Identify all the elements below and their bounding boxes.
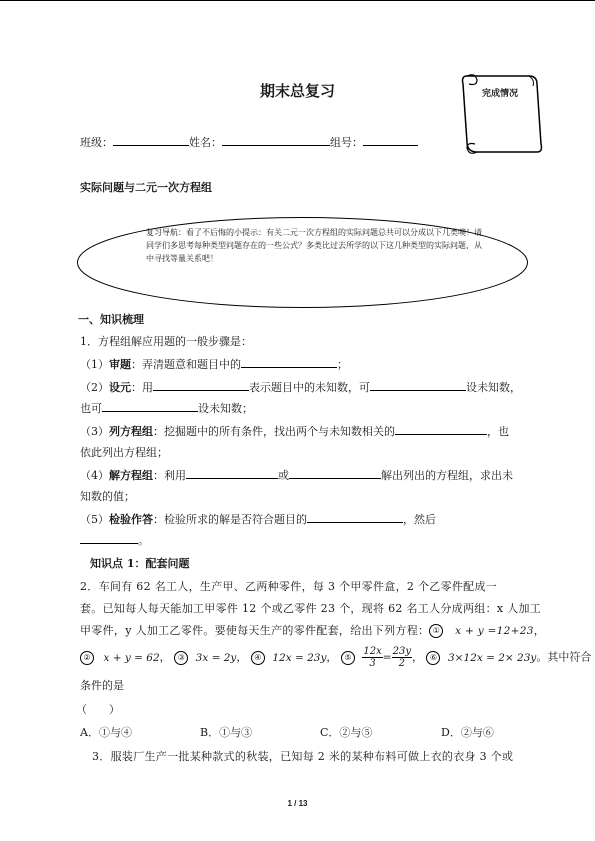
equations-row: ② x + y = 62， ③ 3x = 2y， ④ 12x = 23y， ⑤ $\frac{12x}{3}$ = $\frac{23y}{2}$ ， ⑥ 3×12x = 2× 23y。其中符合 (80, 646, 591, 669)
step-5-blank-b[interactable] (80, 532, 138, 544)
scroll-badge-icon (455, 68, 545, 158)
step-2-blank-c[interactable] (102, 400, 198, 412)
step-5: （5）检验作答：检验所求的解是否符合题目的 ，然后 (80, 513, 436, 526)
equation-4: 12x = 23y (272, 651, 327, 664)
step-2: （2）设元：用 表示题目中的未知数，可 设未知数， (80, 381, 521, 394)
group-label: 组号： (330, 136, 363, 149)
equation-3: 3x = 2y (195, 651, 237, 664)
step-2-blank-a[interactable] (153, 379, 249, 391)
info-row (80, 134, 418, 150)
step-4-blank-b[interactable] (289, 467, 381, 479)
step-4: （4）解方程组：利用 或 解出列出的方程组，求出未 (80, 469, 513, 482)
page-title: 期末总复习 (259, 82, 335, 100)
guide-text: 复习导航：看了不后悔的小提示：有关二元一次方程组的实际问题总共可以分成以下几类噢！请同学们多思考每种类型问题存在的一些公式？多类比过去所学的以下这几种类型的实际问题，从中寻找等量关系吧！ (146, 228, 482, 263)
page-number: 1 / 13 (287, 799, 308, 808)
step-2-blank-b[interactable] (370, 379, 466, 391)
class-label: 班级： (80, 136, 113, 149)
section-heading: 一、知识梳理 (78, 313, 144, 326)
step-5-line2: 。 (80, 532, 149, 548)
step-4-blank-a[interactable] (186, 467, 278, 479)
option-b[interactable]: B．①与③ (200, 726, 253, 739)
kp1-heading: 知识点 1：配套问题 (90, 557, 190, 570)
group-blank[interactable] (363, 134, 418, 146)
step-3-blank[interactable] (395, 423, 487, 435)
equation-5-right: $\frac{23y}{2}$ (392, 646, 411, 669)
equation-2: x + y = 62 (103, 651, 160, 664)
subject-heading: 实际问题与二元一次方程组 (80, 181, 212, 194)
step-4-line2: 知数的值； (80, 490, 135, 503)
equation-1: x + y =12+23 (455, 625, 534, 637)
option-a[interactable]: A．①与④ (80, 726, 132, 739)
steps-intro: 1．方程组解应用题的一般步骤是： (80, 335, 252, 348)
step-5-blank[interactable] (307, 511, 403, 523)
name-blank[interactable] (222, 134, 330, 146)
class-blank[interactable] (113, 134, 189, 146)
option-c[interactable]: C．②与⑤ (320, 726, 373, 739)
answer-paren[interactable]: （ ） (76, 703, 120, 716)
step-1: （1）审题：弄清题意和题目中的 ； (80, 358, 348, 371)
q2-line2: 套。已知每人每天能加工甲零件 12 个或乙零件 23 个，现将 62 名工人分成两组：x 人加工 (80, 602, 542, 615)
q2-line1: 2．车间有 62 名工人，生产甲、乙两种零件，每 3 个甲零件盒，2 个乙零件配成一 (80, 580, 498, 593)
equation-6: 3×12x = 2× 23y (447, 651, 537, 664)
q2-line3: 甲零件，y 人加工乙零件。要使每天生产的零件配套，给出下列方程： ① x + y =12+23， (80, 624, 546, 637)
equation-5-left: $\frac{12x}{3}$ (363, 646, 382, 669)
step-3-line2: 依此列出方程组； (80, 446, 168, 459)
step-2-line2: 也可 设未知数； (80, 402, 253, 415)
q2-line5: 条件的是 (80, 679, 124, 692)
completion-badge-label: 完成情况 (481, 89, 518, 99)
option-d[interactable]: D．②与⑥ (441, 726, 494, 739)
top-rule (0, 0, 595, 1)
q3-line1: 3．服装厂生产一批某种款式的秋装，已知每 2 米的某种布料可做上衣的衣身 3 个或 (92, 750, 514, 763)
name-label: 姓名： (189, 136, 222, 149)
step-3: （3）列方程组：挖掘题中的所有条件，找出两个与未知数相关的 ，也 (80, 425, 509, 438)
step-1-blank[interactable] (241, 356, 337, 368)
